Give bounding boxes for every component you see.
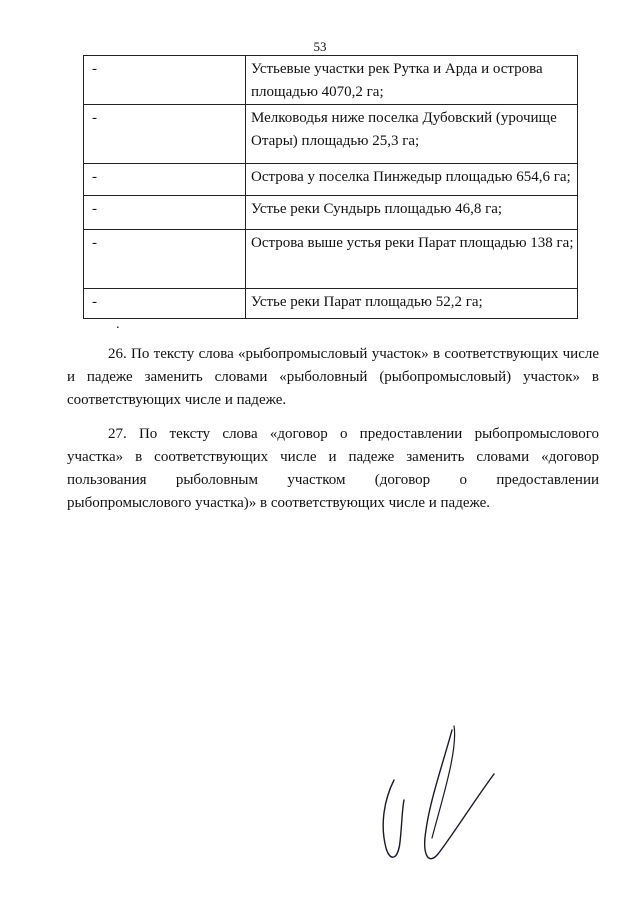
paragraph-27: 27. По тексту слова «договор о предоставлении рыбопромыслового участка» в соответствующих числе и падеже заменить словами «договор пользования рыболовным участком (договор о предоставлении рыбопромыслового участка)» в соответствующих числе и падеже. [67,426,599,511]
paragraph-26: 26. По тексту слова «рыбопромысловый участок» в соответствующих числе и падеже заменить словами «рыболовный (рыбопромысловый) участок» в соответствующих числе и падеже. [67,346,599,408]
table-row [84,164,578,196]
row-text-value: Устье реки Сундырь площадью 46,8 га; [251,201,503,217]
row-marker: - [84,230,246,289]
table-row [84,105,578,164]
row-text-value: Мелководья ниже поселка Дубовский (урочище Отары) площадью 25,3 га; [251,110,557,149]
row-marker: - [84,289,246,319]
row-text [246,289,578,319]
row-text [246,230,578,289]
row-marker: - [84,196,246,230]
table-row [84,289,578,319]
page-number: 53 [313,39,327,54]
row-text-value: Острова выше устья реки Парат площадью 138 га; [251,235,574,251]
row-marker: - [84,56,246,105]
table-row [84,230,578,289]
document-body [67,343,599,526]
row-text [246,105,578,164]
water-areas-table [83,55,578,319]
table-row [84,196,578,230]
handwritten-signature [372,720,502,870]
row-text-value: Острова у поселка Пинжедыр площадью 654,6 га; [251,169,571,185]
row-text [246,196,578,230]
table-row [84,56,578,105]
row-text [246,56,578,105]
row-text-value: Устье реки Парат площадью 52,2 га; [251,294,483,310]
table-tail-mark: . [116,317,120,332]
row-marker: - [84,164,246,196]
row-marker: - [84,105,246,164]
row-text [246,164,578,196]
row-text-value: Устьевые участки рек Рутка и Арда и острова площадью 4070,2 га; [251,61,543,100]
